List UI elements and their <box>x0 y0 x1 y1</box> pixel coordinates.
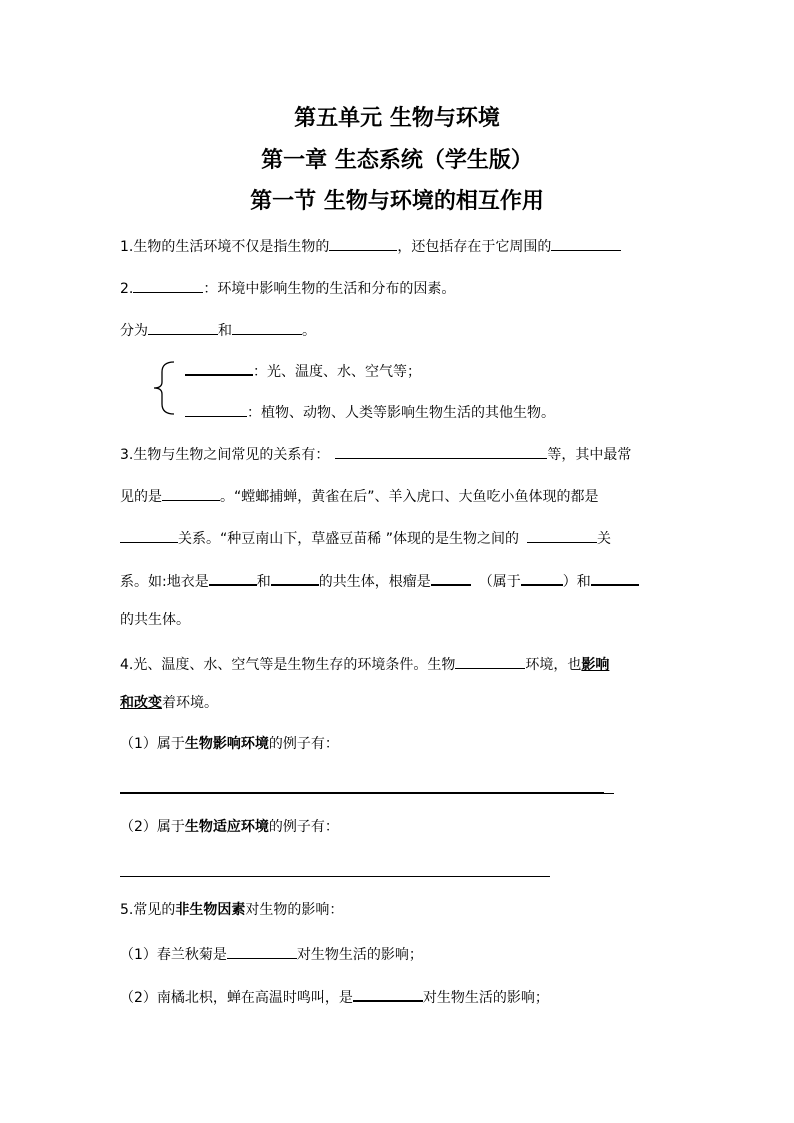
blank[interactable] <box>120 526 178 543</box>
question-4-sub-2: （2）属于生物适应环境的例子有： <box>120 819 339 835</box>
question-2-division: 分为 和 。 <box>120 318 316 341</box>
blank[interactable] <box>232 318 302 335</box>
blank[interactable] <box>527 526 597 543</box>
question-1: 1.生物的生活环境不仅是指生物的 ，还包括存在于它周围的 <box>120 234 621 257</box>
blank[interactable] <box>271 568 319 586</box>
blank[interactable] <box>431 568 471 586</box>
answer-line-tail <box>604 793 614 794</box>
question-3-line-1: 3.生物与生物之间常见的关系有： 等，其中最常 <box>120 442 631 465</box>
question-3-line-3: 关系。“种豆南山下，草盛豆苗稀 ”体现的是生物之间的 关 <box>120 526 611 549</box>
brace-icon <box>148 360 178 416</box>
question-4-sub-1: （1）属于生物影响环境的例子有： <box>120 736 339 752</box>
blank[interactable] <box>185 400 247 417</box>
blank[interactable] <box>148 318 218 335</box>
answer-line[interactable] <box>120 876 550 877</box>
blank[interactable] <box>353 984 423 1002</box>
question-5: 5.常见的非生物因素对生物的影响： <box>120 902 344 918</box>
question-3-line-2: 见的是 。“螳螂捕蝉，黄雀在后”、羊入虎口、大鱼吃小鱼体现的都是 <box>120 484 599 507</box>
answer-line[interactable] <box>120 792 604 794</box>
question-5-sub-1: （1）春兰秋菊是 对生物生活的影响； <box>120 942 423 965</box>
blank[interactable] <box>227 942 297 959</box>
question-4-line-2: 和改变着环境。 <box>120 695 218 711</box>
blank[interactable] <box>591 568 639 586</box>
question-5-sub-2: （2）南橘北枳，蝉在高温时鸣叫，是 对生物生活的影响； <box>120 984 549 1008</box>
blank[interactable] <box>329 234 397 251</box>
abiotic-line: ：光、温度、水、空气等； <box>185 358 421 382</box>
unit-title: 第五单元 生物与环境 <box>294 106 500 131</box>
question-3-line-5: 的共生体。 <box>120 612 190 628</box>
question-2: 2. ：环境中影响生物的生活和分布的因素。 <box>120 276 455 299</box>
biotic-line: ：植物、动物、人类等影响生物生活的其他生物。 <box>185 400 555 423</box>
chapter-title: 第一章 生态系统（学生版） <box>261 148 533 173</box>
blank[interactable] <box>455 652 525 669</box>
blank[interactable] <box>521 568 563 586</box>
blank[interactable] <box>133 276 203 293</box>
question-3-line-4: 系。如:地衣是 和 的共生体，根瘤是 （属于 ）和 <box>120 568 639 592</box>
question-4-line-1: 4.光、温度、水、空气等是生物生存的环境条件。生物 环境，也影响 <box>120 652 609 675</box>
blank[interactable] <box>335 442 547 459</box>
blank[interactable] <box>551 234 621 251</box>
blank[interactable] <box>162 484 220 501</box>
blank[interactable] <box>185 358 253 376</box>
blank[interactable] <box>209 568 257 586</box>
section-title: 第一节 生物与环境的相互作用 <box>250 189 544 214</box>
